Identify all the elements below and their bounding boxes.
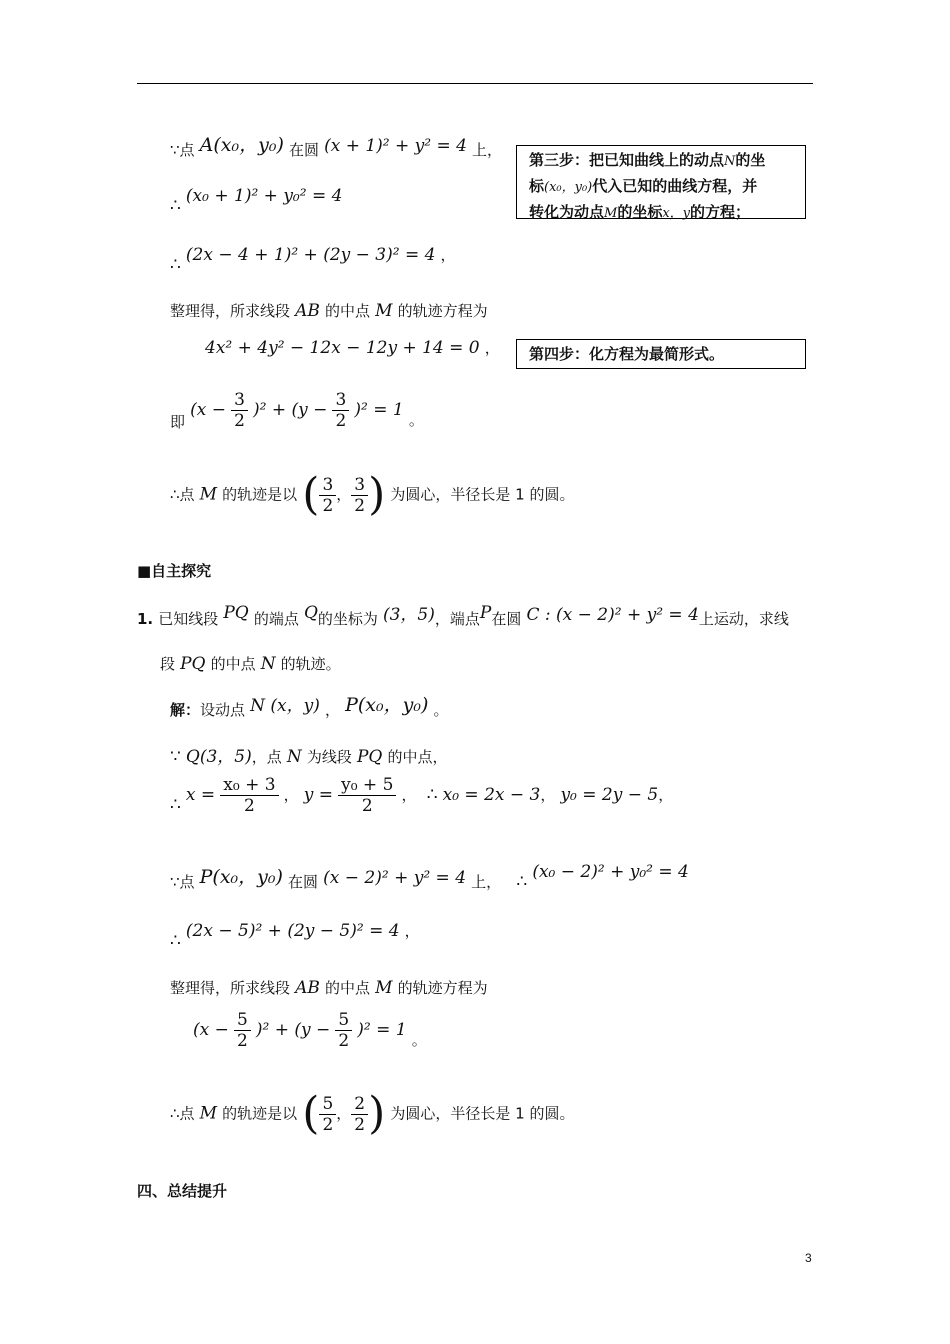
center-x-fraction: $\frac{5}{2}$ bbox=[319, 1094, 336, 1135]
line-substitute-2 bbox=[170, 244, 456, 275]
fraction-3-2: $\frac{3}{2}$ bbox=[332, 390, 349, 431]
point-q: Q bbox=[303, 603, 318, 623]
point-a: A(x₀，y₀) bbox=[199, 134, 284, 156]
point-m: M bbox=[199, 484, 218, 505]
fraction-5-2: $\frac{5}{2}$ bbox=[234, 1010, 251, 1051]
text-on-circle: 在圆 bbox=[288, 141, 319, 159]
text-therefore-point: ∴点 bbox=[170, 485, 195, 504]
problem-number: 1. bbox=[137, 610, 154, 628]
note-step-three: 第三步：把已知曲线上的动点N的坐 标(x₀，y₀)代入已知的曲线方程，并 转化为动点M的坐标x，y的方程； bbox=[516, 145, 806, 219]
text-simplify: 整理得，所求线段 bbox=[170, 302, 291, 320]
point-q-coords: Q(3，5) bbox=[185, 747, 252, 767]
line-conclusion-1: ∴点 M 的轨迹是以 ( $\frac{3}{2}$ ， $\frac{3}{2}$ ) 为圆心，半径长是 1 的圆。 bbox=[170, 469, 575, 520]
segment-pq: PQ bbox=[223, 603, 249, 623]
line-standard-equation bbox=[170, 390, 424, 432]
point-p: P bbox=[479, 603, 492, 623]
circle-equation: (x + 1)² + y² = 4 bbox=[324, 136, 467, 156]
therefore-because: ∵点 bbox=[170, 141, 195, 159]
eq-part-c: )² = 1 bbox=[354, 400, 404, 420]
therefore-symbol: ∴ bbox=[170, 196, 181, 216]
text-shang: 上， bbox=[472, 141, 503, 159]
section-title-summary: 四、总结提升 bbox=[137, 1182, 228, 1200]
note-step-four: 第四步：化方程为最简形式。 bbox=[516, 339, 806, 369]
segment-ab: AB bbox=[295, 301, 320, 321]
solution-line-3: ∴ x = $\frac{\text{x₀ + 3}}{2}$ ， y = $\frac{\text{y₀ + 5}}{2}$ ， ∴ x₀ = 2x − 3， y₀ = 2y − 5， bbox=[170, 775, 674, 816]
text-midpoint: 的中点 bbox=[324, 302, 370, 320]
fraction-3-2: $\frac{3}{2}$ bbox=[231, 390, 248, 431]
point-n-coords: N (x，y) bbox=[250, 696, 320, 716]
fraction-x0-plus-3: $\frac{\text{x₀ + 3}}{2}$ bbox=[220, 775, 278, 816]
center-y-fraction: $\frac{2}{2}$ bbox=[351, 1094, 368, 1135]
solution-label: 解： bbox=[170, 701, 201, 719]
comma: ， bbox=[484, 339, 500, 357]
point-m: M bbox=[375, 301, 393, 321]
text-trajectory-eq: 的轨迹方程为 bbox=[397, 302, 488, 320]
line-point-on-circle bbox=[170, 130, 502, 160]
problem-1-line-2: 段 PQ 的中点 N 的轨迹。 bbox=[160, 654, 341, 674]
header-rule bbox=[137, 83, 813, 84]
segment-pq: PQ bbox=[180, 654, 206, 674]
line-general-equation bbox=[205, 337, 500, 358]
period: 。 bbox=[408, 411, 424, 429]
q-coordinates: (3，5) bbox=[382, 605, 435, 625]
eq-part-a: (x − bbox=[190, 400, 226, 420]
solution-line-2: ∵ Q(3，5)，点 N 为线段 PQ 的中点， bbox=[170, 747, 448, 767]
therefore-symbol: ∴ bbox=[170, 255, 181, 275]
problem-1-line-1: 1. 已知线段 PQ 的端点 Q的坐标为 (3，5)，端点P在圆 C : (x − 2)² + y² = 4上运动，求线 bbox=[137, 603, 789, 628]
page-number: 3 bbox=[805, 1251, 812, 1265]
solution-line-7: (x − $\frac{5}{2}$ )² + (y − $\frac{5}{2}$ )² = 1 。 bbox=[193, 1010, 427, 1051]
point-n: N bbox=[260, 654, 276, 674]
solution-line-5: ∴ (2x − 5)² + (2y − 5)² = 4 ， bbox=[170, 921, 420, 951]
solution-line-4: ∵点 P(x₀，y₀) 在圆 (x − 2)² + y² = 4 上， ∴ (x₀ − 2)² + y₀² = 4 bbox=[170, 862, 689, 892]
center-x-fraction: $\frac{3}{2}$ bbox=[319, 475, 336, 516]
equation-substitute-1: (x₀ + 1)² + y₀² = 4 bbox=[185, 186, 343, 206]
center-y-fraction: $\frac{3}{2}$ bbox=[351, 475, 368, 516]
eq-part-b: )² + (y − bbox=[253, 400, 328, 420]
text-circle-center: 为圆心，半径长是 1 的圆。 bbox=[390, 485, 575, 504]
general-equation: 4x² + 4y² − 12x − 12y + 14 = 0 bbox=[205, 338, 480, 358]
line-simplify-intro bbox=[170, 300, 488, 321]
text-trajectory-is: 的轨迹是以 bbox=[222, 485, 298, 504]
fraction-y0-plus-5: $\frac{\text{y₀ + 5}}{2}$ bbox=[338, 775, 396, 816]
solution-line-1: 解：设动点 N (x，y) ， P(x₀，y₀) 。 bbox=[170, 694, 449, 719]
text-ji: 即 bbox=[170, 413, 186, 431]
solution-line-8: ∴点 M 的轨迹是以 ( $\frac{5}{2}$ ， $\frac{2}{2}$ ) 为圆心，半径长是 1 的圆。 bbox=[170, 1088, 575, 1139]
comma: ， bbox=[440, 246, 456, 264]
section-title-self-explore: ■自主探究 bbox=[137, 562, 212, 580]
fraction-5-2: $\frac{5}{2}$ bbox=[335, 1010, 352, 1051]
line-substitute-1 bbox=[170, 186, 342, 216]
point-p-coords: P(x₀，y₀) bbox=[345, 694, 429, 716]
circle-c: C : (x − 2)² + y² = 4 bbox=[526, 605, 699, 625]
solution-line-6: 整理得，所求线段 AB 的中点 M 的轨迹方程为 bbox=[170, 978, 488, 998]
equation-substitute-2: (2x − 4 + 1)² + (2y − 3)² = 4 bbox=[185, 245, 436, 265]
